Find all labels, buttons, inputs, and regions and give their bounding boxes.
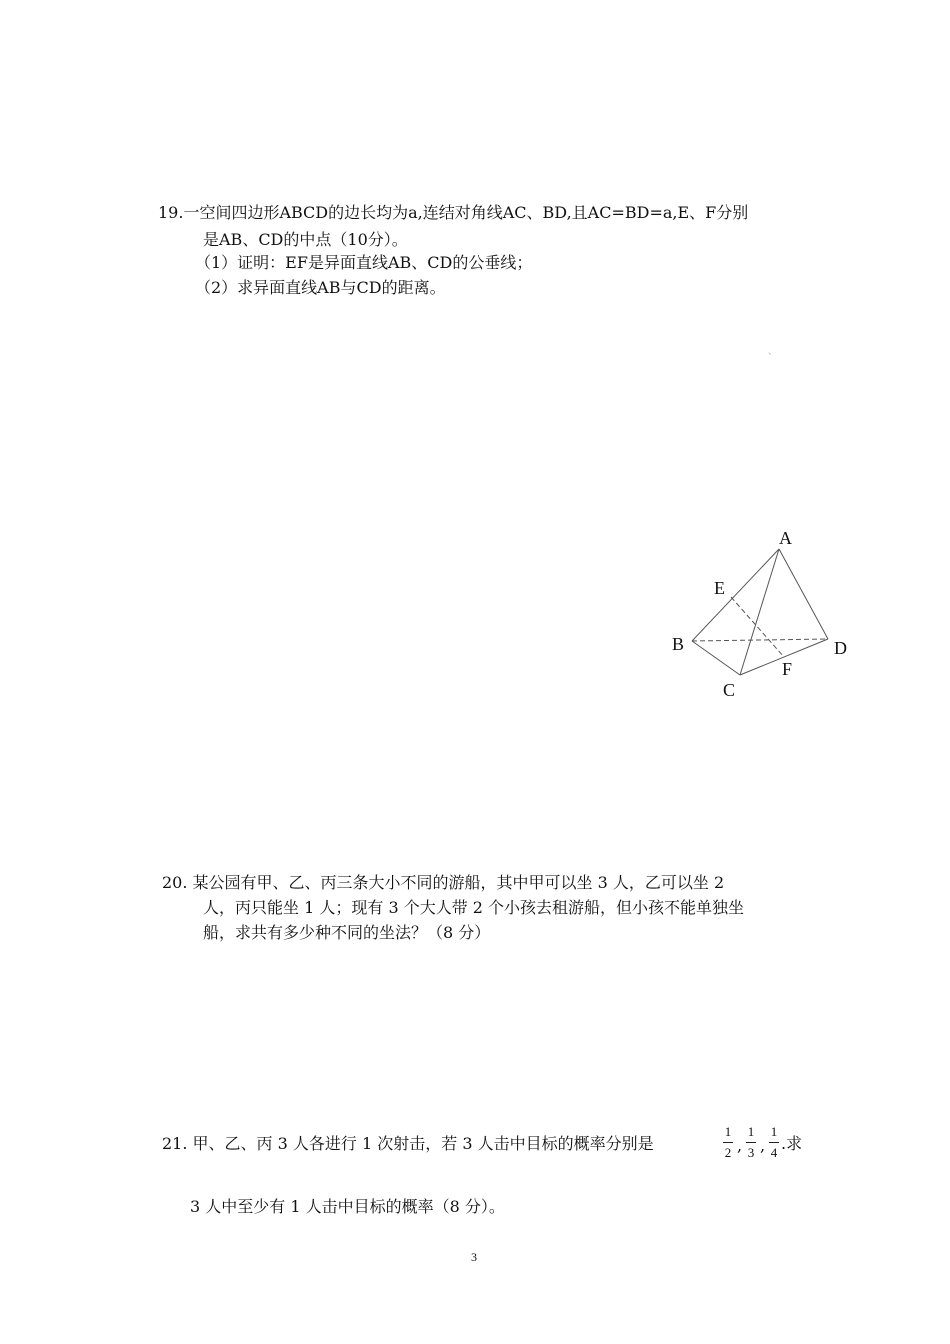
label-c: C: [723, 680, 736, 700]
fraction-3-bar: [769, 1142, 779, 1143]
fraction-1-numerator: 1: [724, 1124, 732, 1139]
stray-mark: 、: [768, 347, 778, 357]
page-number: 3: [471, 1250, 477, 1264]
q19-line2: 是AB、CD的中点（10分）。: [203, 230, 408, 249]
q20-line2: 人，丙只能坐 1 人；现有 3 个大人带 2 个小孩去租游船，但小孩不能单独坐: [203, 898, 745, 917]
fraction-2-bar: [746, 1142, 756, 1143]
label-f: F: [782, 659, 793, 679]
q19-line1: 19.一空间四边形ABCD的边长均为a,连结对角线AC、BD,且AC=BD=a,E、F分别: [158, 203, 749, 222]
q21-line2: 3 人中至少有 1 人击中目标的概率（8 分）。: [190, 1197, 505, 1216]
fraction-3-denominator: 4: [770, 1145, 778, 1160]
segment-ef-hidden: [731, 597, 784, 657]
q20-line3: 船，求共有多少种不同的坐法？（8 分）: [203, 923, 491, 942]
edge-ac: [740, 549, 779, 675]
fraction-2-numerator: 1: [747, 1124, 755, 1139]
fraction-1-denominator: 2: [724, 1145, 732, 1160]
label-b: B: [672, 634, 685, 654]
label-e: E: [714, 578, 725, 598]
edge-bc: [692, 641, 740, 675]
q20-line1: 20. 某公园有甲、乙、丙三条大小不同的游船，其中甲可以坐 3 人，乙可以坐 2: [162, 873, 725, 892]
label-a: A: [779, 528, 792, 548]
edge-ad: [779, 549, 828, 639]
fraction-sep-1: ,: [737, 1136, 743, 1155]
edge-bd-hidden: [692, 639, 828, 641]
q19-part2: （2）求异面直线AB与CD的距离。: [195, 278, 446, 297]
fraction-1-bar: [723, 1142, 733, 1143]
fraction-3-numerator: 1: [770, 1124, 778, 1139]
q21-line1-prefix: 21. 甲、乙、丙 3 人各进行 1 次射击，若 3 人击中目标的概率分别是: [162, 1134, 654, 1153]
fraction-sep-2: ,: [760, 1136, 766, 1155]
edge-ab: [692, 549, 779, 641]
q21-line1-suffix: .求: [781, 1134, 803, 1153]
fraction-2-denominator: 3: [747, 1145, 755, 1160]
label-d: D: [834, 638, 847, 658]
q19-part1: （1）证明：EF是异面直线AB、CD的公垂线；: [195, 253, 533, 272]
